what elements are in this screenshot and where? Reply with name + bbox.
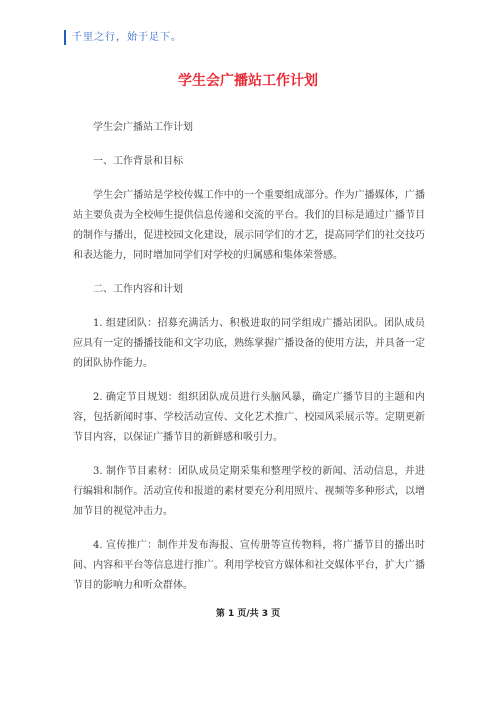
paragraph-item-1: 1. 组建团队：招募充满活力、积极进取的同学组成广播站团队。团队成员应具有一定的播播技能和文字功底，熟练掌握广播设备的使用方法，并具备一定的团队协作能力。 <box>73 318 425 369</box>
section-heading-plan: 二、工作内容和计划 <box>93 284 183 295</box>
paragraph-background: 学生会广播站是学校传媒工作中的一个重要组成部分。作为广播媒体，广播站主要负责为全校师生提供信息传递和交流的平台。我们的目标是通过广播节目的制作与播出，促进校园文化建设，展示同学们的才艺，提高同学们的社交技巧和表达能力，同时增加同学们对学校的归属感和集体荣誉感。 <box>73 190 425 261</box>
header-accent-bar <box>64 30 66 45</box>
document-body <box>73 118 425 610</box>
doc-subtitle: 学生会广播站工作计划 <box>93 122 193 133</box>
document-title: 学生会广播站工作计划 <box>178 73 318 89</box>
page-indicator: 第 1 页/共 3 页 <box>215 609 281 619</box>
paragraph-item-3: 3. 制作节目素材：团队成员定期采集和整理学校的新闻、活动信息，并进行编辑和制作。活动宣传和报道的素材要充分利用照片、视频等多种形式，以增加节目的视觉冲击力。 <box>73 466 425 517</box>
section-heading-background: 一、工作背景和目标 <box>93 156 183 167</box>
paragraph-item-4: 4. 宣传推广：制作并发布海报、宣传册等宣传物料，将广播节目的播出时间、内容和平台等信息进行推广。利用学校官方媒体和社交媒体平台，扩大广播节目的影响力和听众群体。 <box>73 540 425 591</box>
paragraph-item-2: 2. 确定节目规划：组织团队成员进行头脑风暴，确定广播节目的主题和内容，包括新闻时事、学校活动宣传、文化艺术推广、校园风采展示等。定期更新节目内容，以保证广播节目的新鲜感和吸引力。 <box>73 392 425 443</box>
header-motto: 千里之行，始于足下。 <box>72 32 182 43</box>
